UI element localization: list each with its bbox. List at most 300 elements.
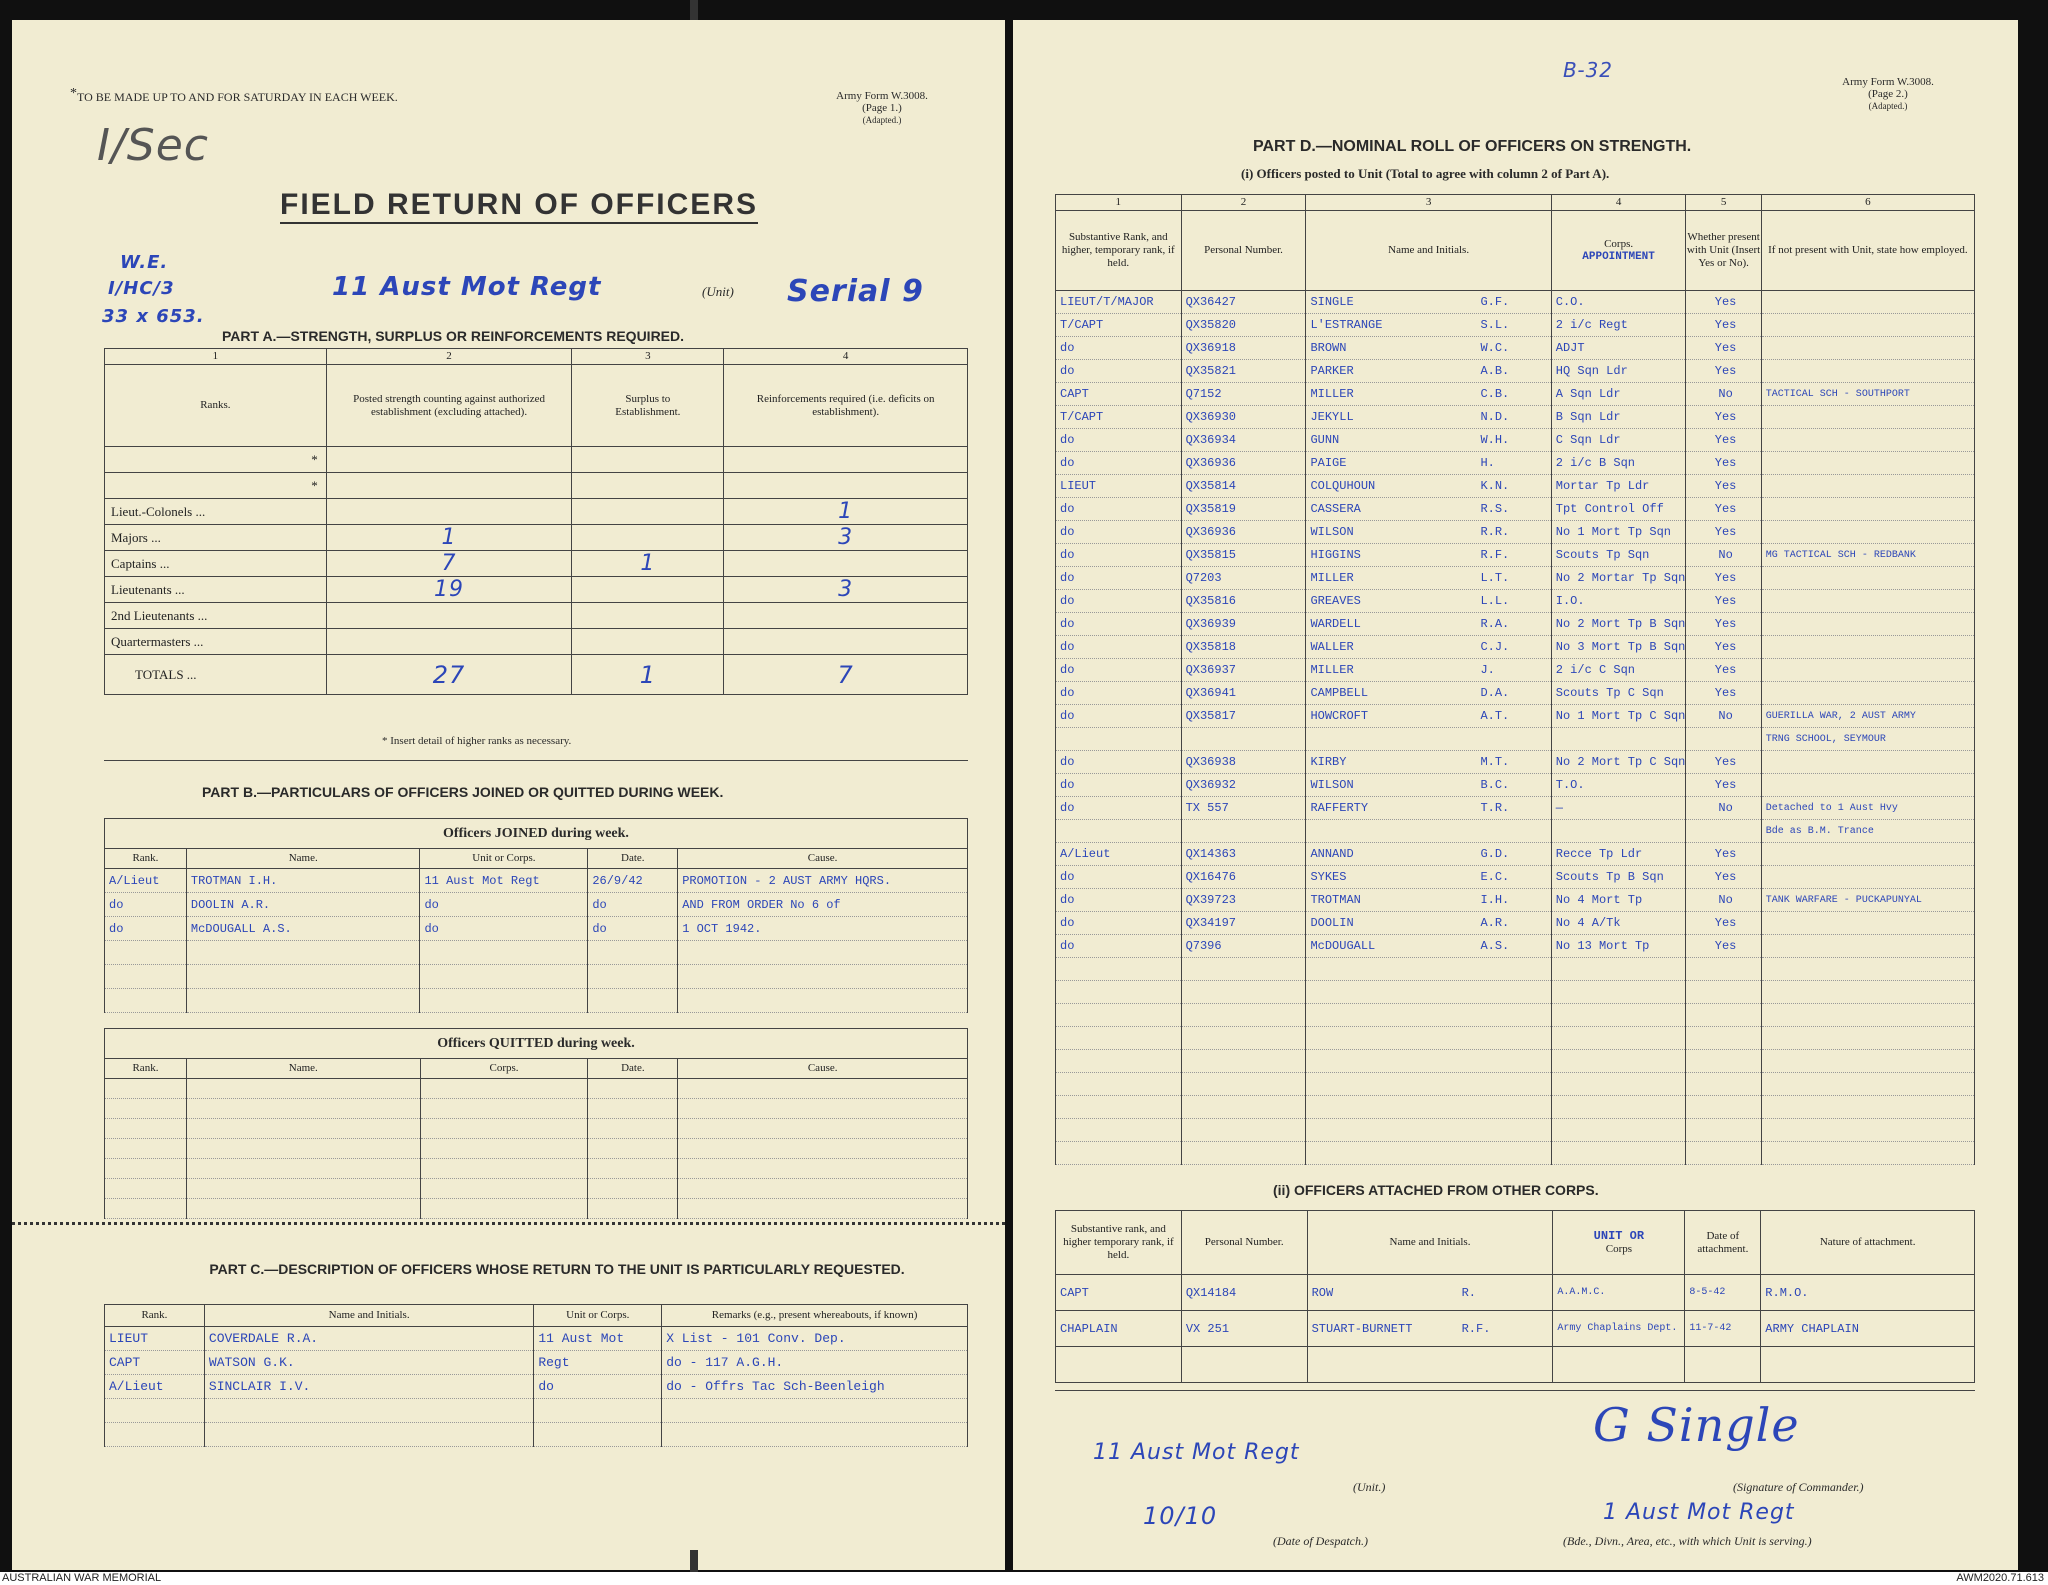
roll-initials: A.R. (1480, 916, 1510, 930)
head-corps (1551, 211, 1686, 291)
roll-name-cell (1306, 705, 1551, 728)
joined-head-rank: Rank. (105, 849, 187, 869)
roll-number: QX35816 (1181, 590, 1306, 613)
joined-rank (105, 965, 187, 989)
col-3: 3 (1306, 195, 1551, 211)
quitted-table (104, 1028, 968, 1219)
roll-present (1686, 958, 1761, 981)
asterisk-mark: * (70, 86, 77, 101)
roll-corps: 2 i/c Regt (1551, 314, 1686, 337)
c-remarks: do - Offrs Tac Sch-Beenleigh (662, 1375, 968, 1399)
roll-name-cell (1306, 498, 1551, 521)
part-c-row (105, 1327, 968, 1351)
roll-rank: do (1056, 935, 1182, 958)
att-date: 11-7-42 (1685, 1311, 1761, 1347)
quitted-cell (186, 1079, 420, 1099)
roll-row (1056, 475, 1975, 498)
roll-present: Yes (1686, 636, 1761, 659)
c-rank: CAPT (105, 1351, 205, 1375)
roll-number (1181, 1096, 1306, 1119)
joined-name (186, 941, 420, 965)
roll-rank: T/CAPT (1056, 314, 1182, 337)
roll-name: DOOLIN (1310, 916, 1354, 930)
roll-rank: LIEUT (1056, 475, 1182, 498)
att-corps: Army Chaplains Dept. (1553, 1311, 1685, 1347)
c-rank: LIEUT (105, 1327, 205, 1351)
roll-name: PARKER (1310, 364, 1354, 378)
roll-present: Yes (1686, 751, 1761, 774)
totals-surplus: 1 (572, 655, 724, 695)
roll-name-cell (1306, 659, 1551, 682)
we-note-3: 33 x 653. (102, 306, 205, 327)
att-number (1181, 1347, 1307, 1383)
head-present: Whether present with Unit (Insert Yes or No). (1686, 211, 1761, 291)
posted-subtitle: (i) Officers posted to Unit (Total to agree with column 2 of Part A). (1241, 166, 1610, 181)
roll-name-cell (1306, 291, 1551, 314)
roll-name-cell (1306, 452, 1551, 475)
roll-name-cell (1306, 889, 1551, 912)
roll-corps: No 2 Mort Tp B Sqn (1551, 613, 1686, 636)
joined-date (588, 989, 678, 1013)
joined-name (186, 989, 420, 1013)
quitted-cell (588, 1099, 678, 1119)
roll-rank: do (1056, 613, 1182, 636)
reinf-value (724, 447, 968, 473)
quitted-cell (186, 1099, 420, 1119)
roll-initials: L.T. (1480, 571, 1510, 585)
attached-table (1055, 1210, 1975, 1383)
roll-rank: do (1056, 544, 1182, 567)
surplus-value (572, 629, 724, 655)
roll-corps: A Sqn Ldr (1551, 383, 1686, 406)
roll-name-cell (1306, 1050, 1551, 1073)
roll-number: QX14363 (1181, 843, 1306, 866)
roll-present (1686, 1027, 1761, 1050)
roll-present: Yes (1686, 659, 1761, 682)
col-1: 1 (1056, 195, 1182, 211)
quitted-head-corps: Corps. (420, 1059, 588, 1079)
roll-corps: No 2 Mortar Tp Sqn (1551, 567, 1686, 590)
roll-rank (1056, 981, 1182, 1004)
roll-row (1056, 843, 1975, 866)
roll-corps: No 3 Mort Tp B Sqn (1551, 636, 1686, 659)
roll-present: Yes (1686, 567, 1761, 590)
quitted-row (105, 1119, 968, 1139)
posted-value: 1 (326, 525, 572, 551)
form-id-block (812, 90, 952, 126)
roll-employed (1761, 912, 1974, 935)
joined-name: TROTMAN I.H. (186, 869, 420, 893)
roll-name-cell (1306, 751, 1551, 774)
roll-rank (1056, 728, 1182, 751)
surplus-value (572, 603, 724, 629)
roll-number: Q7396 (1181, 935, 1306, 958)
joined-rank: A/Lieut (105, 869, 187, 893)
roll-present: Yes (1686, 843, 1761, 866)
roll-rank (1056, 1027, 1182, 1050)
roll-name-cell (1306, 521, 1551, 544)
joined-cause: AND FROM ORDER No 6 of (678, 893, 968, 917)
roll-name: JEKYLL (1310, 410, 1354, 424)
roll-employed: Detached to 1 Aust Hvy (1761, 797, 1974, 820)
roll-name-cell (1306, 429, 1551, 452)
joined-corps (420, 989, 588, 1013)
roll-employed (1761, 774, 1974, 797)
roll-corps (1551, 1073, 1686, 1096)
c-rank: A/Lieut (105, 1375, 205, 1399)
c-corps (534, 1399, 662, 1423)
roll-rank: do (1056, 360, 1182, 383)
quitted-cell (105, 1179, 187, 1199)
roll-corps (1551, 1096, 1686, 1119)
part-c-row (105, 1423, 968, 1447)
att-corps-label: Corps (1605, 1242, 1633, 1255)
col-2: 2 (326, 349, 572, 365)
roll-corps: — (1551, 797, 1686, 820)
roll-employed (1761, 958, 1974, 981)
roll-name: PAIGE (1310, 456, 1347, 470)
roll-present: Yes (1686, 590, 1761, 613)
c-corps: do (534, 1375, 662, 1399)
roll-present: Yes (1686, 452, 1761, 475)
c-name: SINCLAIR I.V. (204, 1375, 533, 1399)
roll-row (1056, 636, 1975, 659)
quitted-cell (186, 1139, 420, 1159)
roll-rank (1056, 1142, 1182, 1165)
att-nature: ARMY CHAPLAIN (1761, 1311, 1975, 1347)
att-head-nature: Nature of attachment. (1761, 1211, 1975, 1275)
att-nature (1761, 1347, 1975, 1383)
quitted-head-rank: Rank. (105, 1059, 187, 1079)
joined-corps: do (420, 917, 588, 941)
roll-number: QX34197 (1181, 912, 1306, 935)
col-4: 4 (1551, 195, 1686, 211)
part-a-row (105, 447, 968, 473)
roll-number: Q7203 (1181, 567, 1306, 590)
quitted-cell (186, 1159, 420, 1179)
roll-rank: T/CAPT (1056, 406, 1182, 429)
joined-head-date: Date. (588, 849, 678, 869)
roll-number (1181, 1027, 1306, 1050)
part-c-row (105, 1399, 968, 1423)
joined-corps: do (420, 893, 588, 917)
roll-present (1686, 981, 1761, 1004)
roll-number: QX36934 (1181, 429, 1306, 452)
att-initials: R.F. (1461, 1321, 1491, 1336)
quitted-row (105, 1159, 968, 1179)
roll-initials: N.D. (1480, 410, 1510, 424)
roll-corps (1551, 820, 1686, 843)
roll-rank: do (1056, 452, 1182, 475)
roll-name-cell (1306, 728, 1551, 751)
roll-rank: do (1056, 567, 1182, 590)
part-a-table (104, 348, 968, 695)
joined-rank: do (105, 917, 187, 941)
roll-employed (1761, 1142, 1974, 1165)
quitted-head-cause: Cause. (678, 1059, 968, 1079)
totals-reinf: 7 (724, 655, 968, 695)
quitted-cell (678, 1119, 968, 1139)
roll-rank: do (1056, 590, 1182, 613)
roll-row (1056, 521, 1975, 544)
joined-table (104, 818, 968, 1013)
roll-present: Yes (1686, 475, 1761, 498)
roll-rank: do (1056, 337, 1182, 360)
roll-row (1056, 383, 1975, 406)
roll-corps: Scouts Tp Sqn (1551, 544, 1686, 567)
signature-divider (1055, 1390, 1975, 1391)
roll-initials: T.R. (1480, 801, 1510, 815)
roll-row (1056, 912, 1975, 935)
roll-present: Yes (1686, 314, 1761, 337)
attached-row (1056, 1347, 1975, 1383)
att-initials: R. (1461, 1285, 1476, 1300)
c-remarks: do - 117 A.G.H. (662, 1351, 968, 1375)
att-date (1685, 1347, 1761, 1383)
signature-label: (Signature of Commander.) (1733, 1480, 1864, 1494)
roll-name-cell (1306, 866, 1551, 889)
roll-present: Yes (1686, 935, 1761, 958)
c-corps (534, 1423, 662, 1447)
adapted-label: (Adapted.) (1868, 101, 1908, 111)
roll-employed: MG TACTICAL SCH - REDBANK (1761, 544, 1974, 567)
quitted-cell (588, 1199, 678, 1219)
roll-present: Yes (1686, 498, 1761, 521)
joined-head-cause: Cause. (678, 849, 968, 869)
roll-row (1056, 1142, 1975, 1165)
roll-row (1056, 590, 1975, 613)
joined-name: DOOLIN A.R. (186, 893, 420, 917)
head-number: Personal Number. (1181, 211, 1306, 291)
att-nature: R.M.O. (1761, 1275, 1975, 1311)
roll-initials: K.N. (1480, 479, 1510, 493)
roll-present: No (1686, 797, 1761, 820)
joined-date: do (588, 917, 678, 941)
c-name (204, 1399, 533, 1423)
roll-present (1686, 820, 1761, 843)
c-name (204, 1423, 533, 1447)
roll-row (1056, 1119, 1975, 1142)
roll-corps: No 2 Mort Tp C Sqn (1551, 751, 1686, 774)
roll-employed (1761, 498, 1974, 521)
part-a-row (105, 551, 968, 577)
surplus-value (572, 447, 724, 473)
unit-value: 11 Aust Mot Regt (332, 272, 602, 302)
att-name: ROW (1311, 1285, 1334, 1300)
roll-number (1181, 728, 1306, 751)
posted-value (326, 473, 572, 499)
roll-name-cell (1306, 981, 1551, 1004)
roll-present: Yes (1686, 337, 1761, 360)
c-name: WATSON G.K. (204, 1351, 533, 1375)
att-rank: CAPT (1056, 1275, 1182, 1311)
roll-initials: H. (1480, 456, 1495, 470)
quitted-cell (105, 1199, 187, 1219)
quitted-cell (678, 1199, 968, 1219)
joined-row (105, 941, 968, 965)
roll-number: QX36932 (1181, 774, 1306, 797)
c-remarks: X List - 101 Conv. Dep. (662, 1327, 968, 1351)
roll-rank: CAPT (1056, 383, 1182, 406)
roll-number: QX39723 (1181, 889, 1306, 912)
reinf-value: 3 (724, 525, 968, 551)
totals-label: TOTALS ... (105, 655, 327, 695)
roll-number (1181, 958, 1306, 981)
roll-corps: No 1 Mort Tp Sqn (1551, 521, 1686, 544)
roll-number: QX36938 (1181, 751, 1306, 774)
roll-name-cell (1306, 475, 1551, 498)
roll-name: ANNAND (1310, 847, 1354, 861)
col-2: 2 (1181, 195, 1306, 211)
att-rank: CHAPLAIN (1056, 1311, 1182, 1347)
quitted-cell (678, 1099, 968, 1119)
roll-name-cell (1306, 935, 1551, 958)
roll-number: QX35817 (1181, 705, 1306, 728)
roll-initials: I.H. (1480, 893, 1510, 907)
corps-label: Corps. (1604, 237, 1634, 250)
roll-number: QX16476 (1181, 866, 1306, 889)
binding-clip-bottom (690, 1550, 698, 1572)
roll-name: MILLER (1310, 387, 1354, 401)
divider (104, 760, 968, 761)
roll-present (1686, 1119, 1761, 1142)
att-name-cell (1307, 1347, 1553, 1383)
roll-name: GUNN (1310, 433, 1340, 447)
roll-number (1181, 1050, 1306, 1073)
roll-employed (1761, 1027, 1974, 1050)
roll-employed (1761, 429, 1974, 452)
roll-present (1686, 1050, 1761, 1073)
roll-number: QX36939 (1181, 613, 1306, 636)
roll-employed (1761, 337, 1974, 360)
roll-row (1056, 360, 1975, 383)
roll-name-cell (1306, 360, 1551, 383)
part-c-table (104, 1304, 968, 1447)
roll-name: TROTMAN (1310, 893, 1361, 907)
joined-name (186, 965, 420, 989)
joined-name: McDOUGALL A.S. (186, 917, 420, 941)
reinf-value: 3 (724, 577, 968, 603)
footer-bar (0, 1572, 2048, 1585)
roll-number: QX36918 (1181, 337, 1306, 360)
joined-head-name: Name. (186, 849, 420, 869)
roll-present: Yes (1686, 521, 1761, 544)
roll-employed (1761, 866, 1974, 889)
roll-employed (1761, 590, 1974, 613)
roll-name: WILSON (1310, 525, 1354, 539)
roll-number: QX36936 (1181, 452, 1306, 475)
roll-name-cell (1306, 1027, 1551, 1050)
roll-name: SYKES (1310, 870, 1347, 884)
roll-row (1056, 682, 1975, 705)
roll-number: QX36930 (1181, 406, 1306, 429)
roll-name-cell (1306, 1096, 1551, 1119)
roll-present (1686, 728, 1761, 751)
unit-label: (Unit) (702, 284, 734, 299)
roll-row (1056, 728, 1975, 751)
posted-value (326, 629, 572, 655)
roll-corps: C.O. (1551, 291, 1686, 314)
roll-row (1056, 820, 1975, 843)
c-head-remarks: Remarks (e.g., present whereabouts, if known) (662, 1305, 968, 1327)
att-number: QX14184 (1181, 1275, 1307, 1311)
col-4: 4 (724, 349, 968, 365)
roll-corps (1551, 1050, 1686, 1073)
roll-name: BROWN (1310, 341, 1347, 355)
roll-employed: Bde as B.M. Trance (1761, 820, 1974, 843)
roll-corps: ADJT (1551, 337, 1686, 360)
roll-present (1686, 1004, 1761, 1027)
roll-present: Yes (1686, 613, 1761, 636)
form-id: Army Form W.3008. (1842, 76, 1934, 88)
brigade-value: 1 Aust Mot Regt (1603, 1500, 1795, 1525)
quitted-cell (105, 1119, 187, 1139)
quitted-row (105, 1079, 968, 1099)
roll-row (1056, 1027, 1975, 1050)
quitted-cell (186, 1199, 420, 1219)
roll-name: HOWCROFT (1310, 709, 1369, 723)
roll-present: Yes (1686, 912, 1761, 935)
roll-initials: A.S. (1480, 939, 1510, 953)
roll-name: COLQUHOUN (1310, 479, 1376, 493)
roll-name: CASSERA (1310, 502, 1361, 516)
roll-row (1056, 314, 1975, 337)
roll-number (1181, 1004, 1306, 1027)
roll-number (1181, 1142, 1306, 1165)
joined-title: Officers JOINED during week. (105, 819, 968, 849)
roll-employed (1761, 981, 1974, 1004)
roll-name-cell (1306, 1004, 1551, 1027)
roll-rank: A/Lieut (1056, 843, 1182, 866)
att-head-name: Name and Initials. (1307, 1211, 1553, 1275)
c-remarks (662, 1423, 968, 1447)
roll-initials: C.J. (1480, 640, 1510, 654)
roll-name-cell (1306, 567, 1551, 590)
roll-rank (1056, 1096, 1182, 1119)
date-label: (Date of Despatch.) (1273, 1534, 1368, 1548)
att-head-date: Date of attachment. (1685, 1211, 1761, 1275)
roll-corps: HQ Sqn Ldr (1551, 360, 1686, 383)
roll-employed (1761, 1096, 1974, 1119)
part-a-title: PART A.—STRENGTH, SURPLUS OR REINFORCEMENTS REQUIRED. (222, 328, 685, 344)
roll-initials: M.T. (1480, 755, 1510, 769)
joined-corps: 11 Aust Mot Regt (420, 869, 588, 893)
surplus-value (572, 499, 724, 525)
quitted-cell (588, 1159, 678, 1179)
head-employed: If not present with Unit, state how employed. (1761, 211, 1974, 291)
roll-initials: A.T. (1480, 709, 1510, 723)
roll-employed: TACTICAL SCH - SOUTHPORT (1761, 383, 1974, 406)
roll-initials: R.R. (1480, 525, 1510, 539)
roll-row (1056, 337, 1975, 360)
roll-rank (1056, 820, 1182, 843)
roll-name-cell (1306, 843, 1551, 866)
we-note-1: W.E. (120, 252, 169, 273)
insert-note: * Insert detail of higher ranks as necessary. (382, 735, 572, 747)
footer-accession: AWM2020.71.613 (1956, 1572, 2044, 1584)
c-corps: Regt (534, 1351, 662, 1375)
joined-date: 26/9/42 (588, 869, 678, 893)
roll-employed: TRNG SCHOOL, SEYMOUR (1761, 728, 1974, 751)
roll-present: Yes (1686, 429, 1761, 452)
quitted-cell (678, 1179, 968, 1199)
roll-number: Q7152 (1181, 383, 1306, 406)
roll-corps: Tpt Control Off (1551, 498, 1686, 521)
roll-rank: do (1056, 521, 1182, 544)
quitted-cell (186, 1119, 420, 1139)
roll-rank: do (1056, 751, 1182, 774)
c-head-name: Name and Initials. (204, 1305, 533, 1327)
